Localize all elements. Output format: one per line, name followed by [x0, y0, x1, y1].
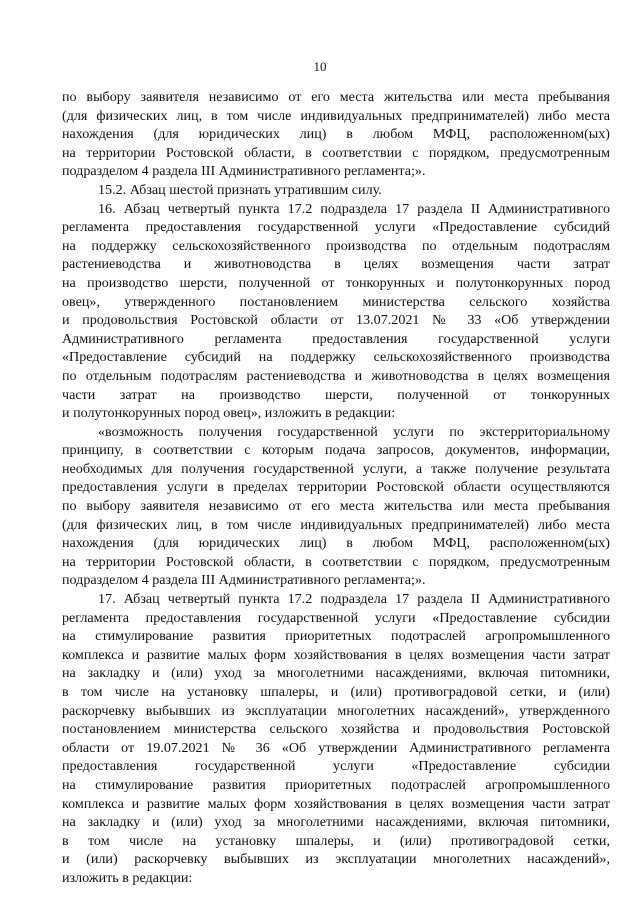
text-line: подразделом 4 раздела III Административного регламента;». — [62, 572, 426, 589]
text-line: по отдельным подотраслям растениеводства и животноводства в целях возмещения — [62, 367, 610, 384]
text-line: части затрат на производство шерсти, полученной от тонкорунных — [62, 386, 610, 403]
document-body — [62, 88, 610, 888]
text-line: Административного регламента предоставления государственной услуги — [62, 330, 610, 347]
text-line: овец», утвержденного постановлением министерства сельского хозяйства — [62, 293, 610, 310]
text-line: предоставления государственной услуги «Предоставление субсидии — [62, 758, 610, 775]
text-line: области от 19.07.2021 № 36 «Об утверждении Административного регламента — [62, 739, 610, 756]
text-line: раскорчевку выбывших из эксплуатации многолетних насаждений», утвержденного — [62, 702, 610, 719]
text-line: комплекса и развитие малых форм хозяйствования в целях возмещения части затрат — [62, 646, 610, 663]
text-line: и (или) раскорчевку выбывших из эксплуатации многолетних насаждений», — [62, 851, 610, 868]
page-number: 10 — [313, 59, 327, 74]
text-line: и полутонкорунных пород овец», изложить в редакции: — [62, 405, 396, 422]
text-line: по выбору заявителя независимо от его места жительства или места пребывания — [62, 498, 610, 515]
text-line: по выбору заявителя независимо от его места жительства или места пребывания — [62, 89, 610, 105]
text-line: изложить в редакции: — [62, 869, 193, 886]
text-line: на поддержку сельскохозяйственного производства по отдельным подотраслям — [62, 237, 610, 254]
text-line: регламента предоставления государственной услуги «Предоставление субсидий — [62, 219, 610, 236]
text-line: постановлением министерства сельского хозяйства и продовольствия Ростовской — [62, 721, 610, 738]
text-line: в том числе на установку шпалеры, и (или) противоградовой сетки, и (или) — [62, 684, 610, 700]
text-line: на стимулирование развития приоритетных подотраслей агропромышленного — [62, 776, 610, 793]
text-line: нахождения (для юридических лиц) в любом МФЦ, расположенном(ых) — [62, 126, 610, 143]
text-line: «Предоставление субсидий на поддержку сельскохозяйственного производства — [62, 349, 610, 366]
text-line: принципу, в соответствии с которым подача запросов, документов, информации, — [62, 442, 610, 459]
text-line: необходимых для получения государственной услуги, а также получение результата — [62, 460, 610, 477]
text-line: на территории Ростовской области, в соответствии с порядком, предусмотренным — [62, 553, 610, 570]
text-line: (для физических лиц, в том числе индивидуальных предпринимателей) либо места — [62, 107, 610, 124]
text-line: регламента предоставления государственной услуги «Предоставление субсидии — [62, 609, 610, 626]
text-line: 16. Абзац четвертый пункта 17.2 подраздела 17 раздела II Административного — [98, 200, 610, 217]
text-line: и продовольствия Ростовской области от 13.07.2021 № 33 «Об утверждении — [62, 312, 610, 329]
text-line: подразделом 4 раздела III Административного регламента;». — [62, 163, 426, 180]
text-line: «возможность получения государственной услуги по экстерриториальному — [98, 423, 610, 440]
text-line: на закладку и (или) уход за многолетними насаждениями, включая питомники, — [62, 665, 610, 682]
text-line: на производство шерсти, полученной от тонкорунных и полутонкорунных пород — [62, 274, 610, 291]
text-line: на закладку и (или) уход за многолетними насаждениями, включая питомники, — [62, 814, 610, 831]
text-line: в том числе на установку шпалеры, и (или) противоградовой сетки, — [62, 832, 610, 849]
text-line: на территории Ростовской области, в соответствии с порядком, предусмотренным — [62, 144, 610, 161]
text-line: 17. Абзац четвертый пункта 17.2 подраздела 17 раздела II Административного — [98, 591, 610, 608]
text-line: предоставления услуги в пределах территории Ростовской области осуществляются — [62, 479, 610, 496]
text-line: (для физических лиц, в том числе индивидуальных предпринимателей) либо места — [62, 516, 610, 533]
text-line: растениеводства и животноводства в целях возмещения части затрат — [62, 256, 610, 273]
text-line: на стимулирование развития приоритетных подотраслей агропромышленного — [62, 628, 610, 645]
text-line: 15.2. Абзац шестой признать утратившим силу. — [98, 181, 382, 198]
text-line: комплекса и развитие малых форм хозяйствования в целях возмещения части затрат — [62, 795, 610, 812]
text-line: нахождения (для юридических лиц) в любом МФЦ, расположенном(ых) — [62, 535, 610, 552]
